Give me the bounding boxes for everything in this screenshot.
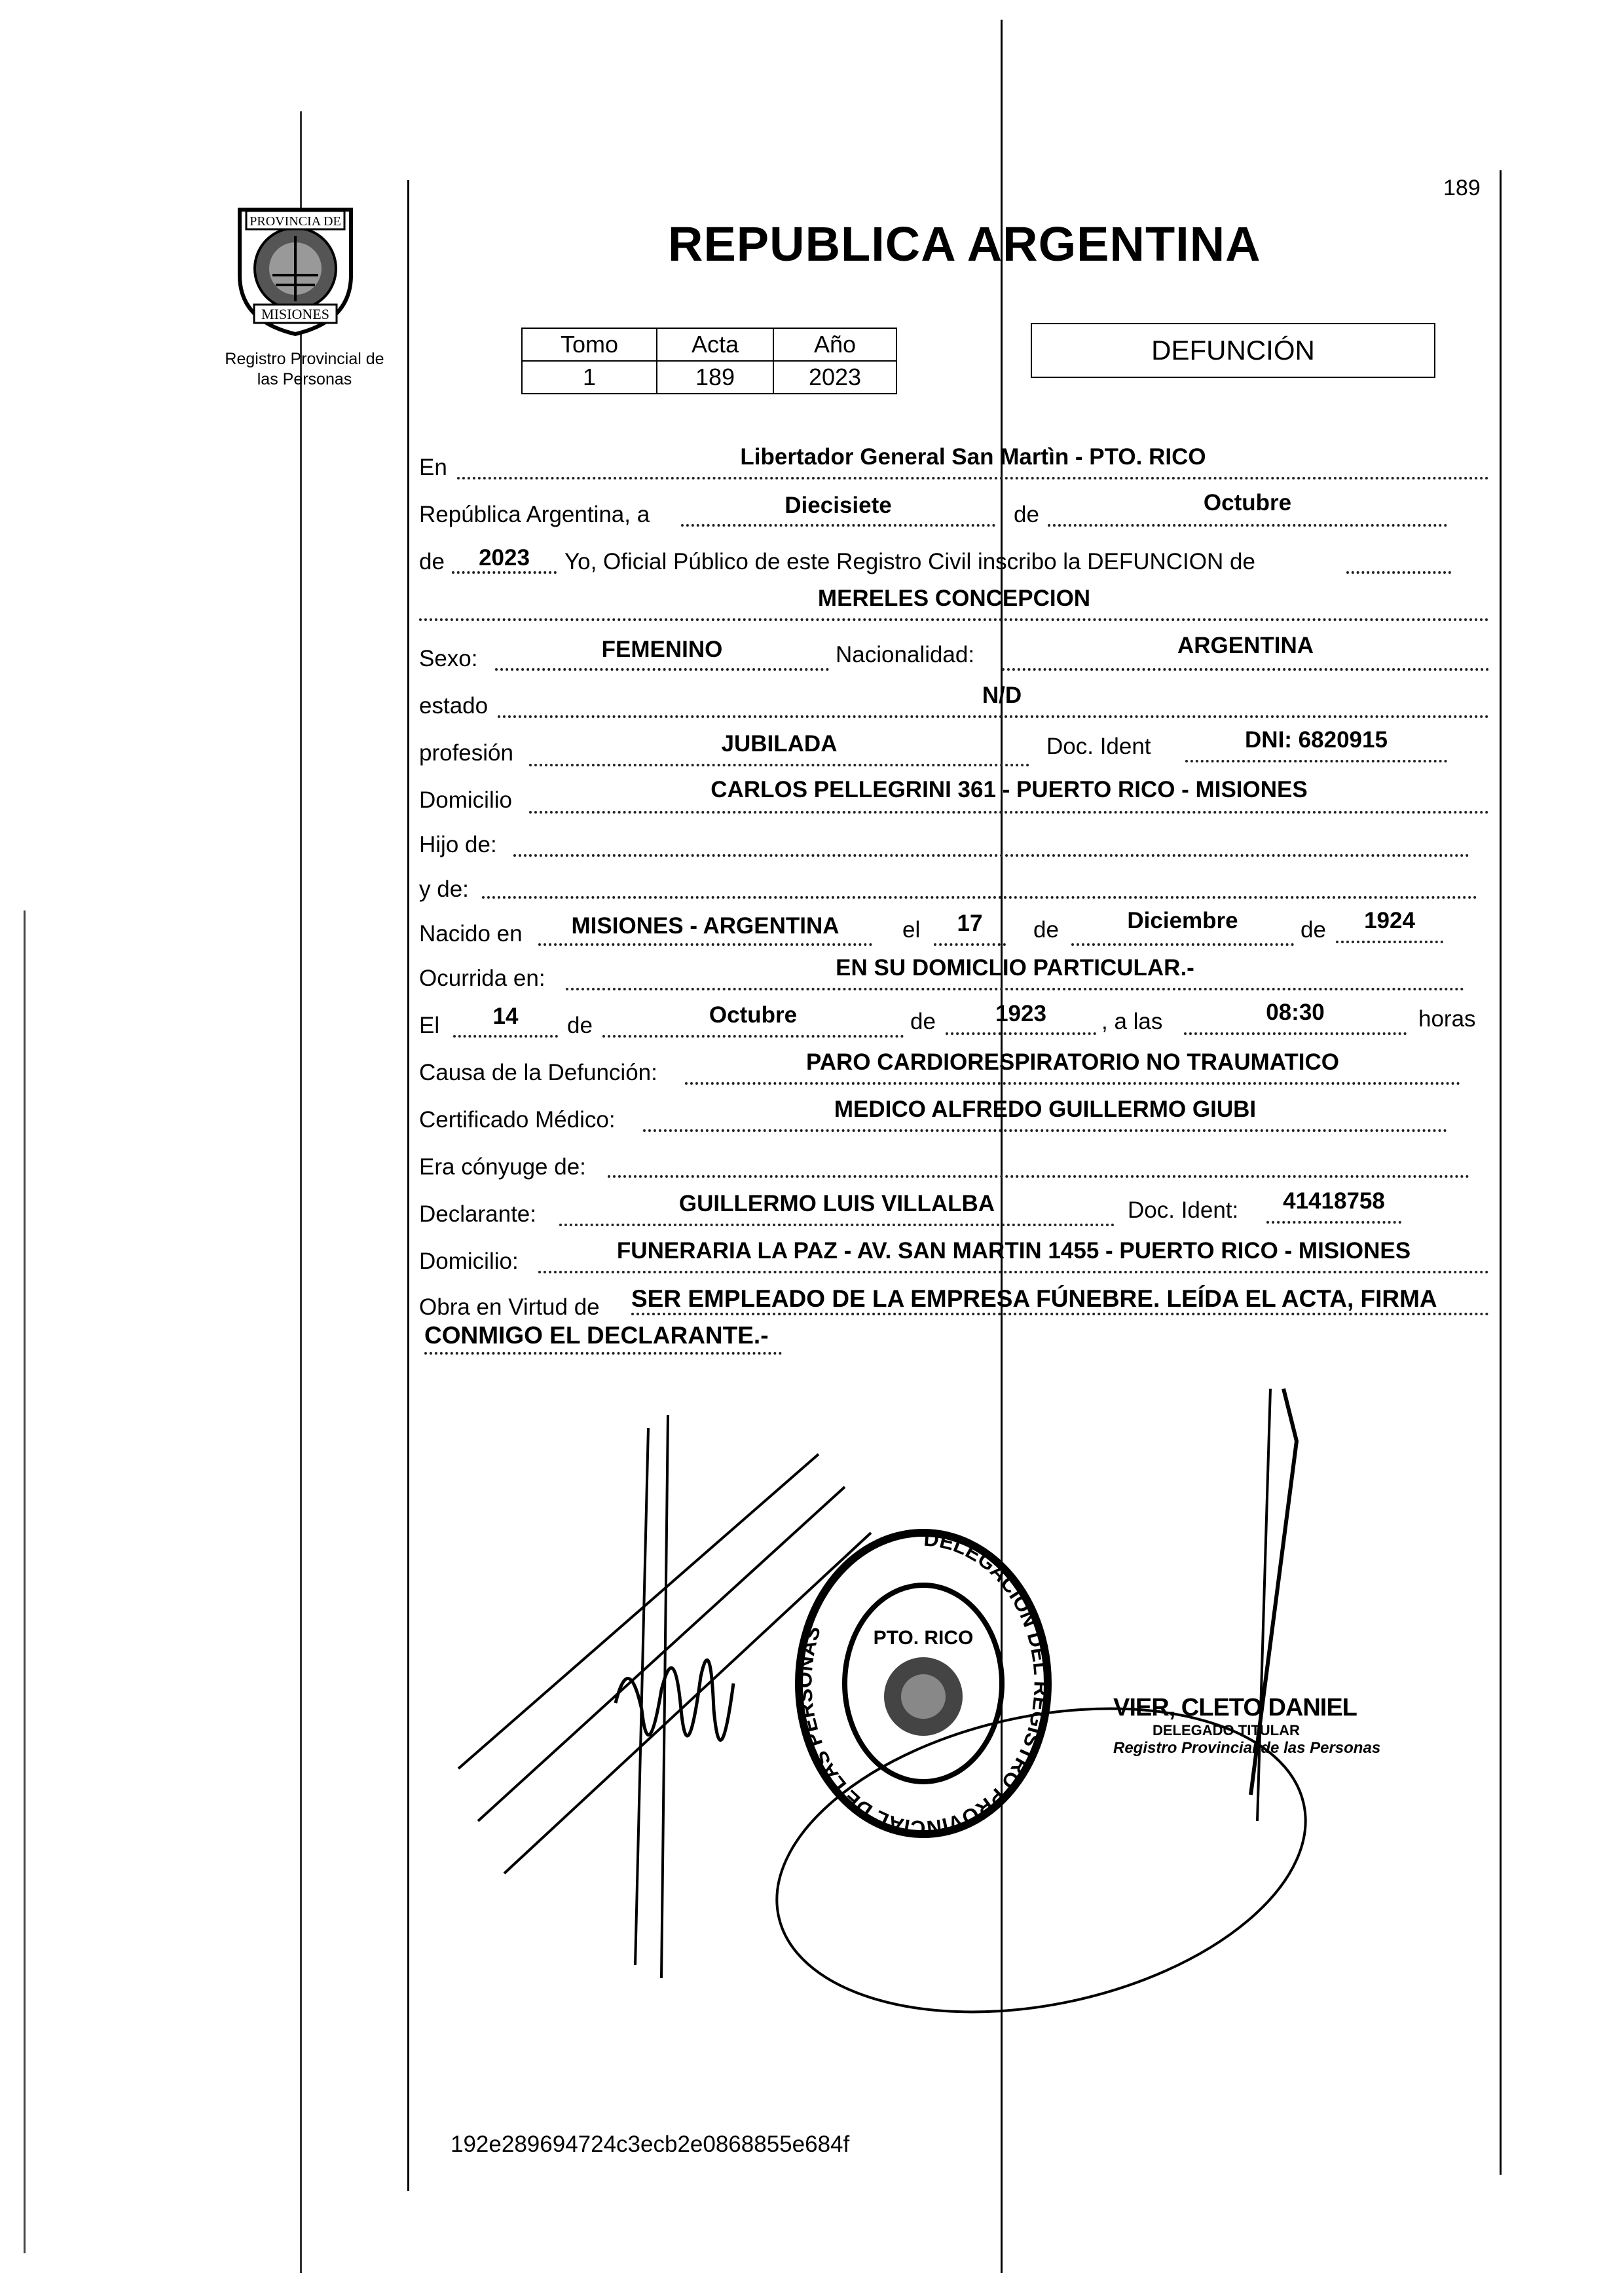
value-estado: N/D	[982, 683, 1022, 708]
value-nac-anio: 1924	[1364, 908, 1415, 933]
value-obra-line1: SER EMPLEADO DE LA EMPRESA FÚNEBRE. LEÍDA EL ACTA, FIRMA	[631, 1285, 1437, 1312]
value-declarante-domicilio: FUNERARIA LA PAZ - AV. SAN MARTIN 1455 - PUERTO RICO - MISIONES	[616, 1238, 1411, 1264]
value-nac-mes: Diciembre	[1127, 908, 1238, 933]
value-profesion: JUBILADA	[721, 731, 838, 757]
value-certificado: MEDICO ALFREDO GUILLERMO GIUBI	[834, 1097, 1257, 1122]
value-nacionalidad: ARGENTINA	[1177, 633, 1314, 658]
value-def-mes: Octubre	[709, 1002, 798, 1028]
value-causa: PARO CARDIORESPIRATORIO NO TRAUMATICO	[805, 1049, 1340, 1075]
value-def-anio: 1923	[995, 1001, 1046, 1026]
anio-header: Año	[773, 328, 896, 361]
official-role: DELEGADO TITULAR	[1153, 1722, 1300, 1738]
value-declarante: GUILLERMO LUIS VILLALBA	[678, 1191, 995, 1216]
tomo-value: 1	[522, 361, 657, 394]
acta-value: 189	[657, 361, 773, 394]
value-mes: Octubre	[1203, 490, 1292, 516]
value-domicilio: CARLOS PELLEGRINI 361 - PUERTO RICO - MISIONES	[710, 777, 1308, 802]
value-anio: 2023	[479, 545, 530, 571]
svg-text:PROVINCIA DE: PROVINCIA DE	[249, 214, 341, 229]
svg-text:PTO. RICO: PTO. RICO	[873, 1627, 974, 1649]
value-declarante-doc: 41418758	[1283, 1188, 1385, 1214]
official-name: VIER, CLETO DANIEL	[1113, 1694, 1357, 1721]
value-def-dia: 14	[492, 1004, 519, 1029]
official-signature-block	[1113, 1694, 1414, 1757]
value-nacido-en: MISIONES - ARGENTINA	[571, 913, 840, 939]
value-hora: 08:30	[1266, 1000, 1325, 1025]
form-border-left	[407, 180, 409, 2191]
registry-label: Registro Provincial de las Personas	[225, 350, 384, 388]
tomo-header: Tomo	[522, 328, 657, 361]
official-office: Registro Provincial de las Personas	[1113, 1739, 1381, 1757]
value-obra-line2: CONMIGO EL DECLARANTE.-	[424, 1322, 769, 1349]
svg-text:MISIONES: MISIONES	[261, 306, 329, 322]
margin-line	[24, 910, 26, 2253]
document-type-box: DEFUNCIÓN	[1031, 323, 1435, 378]
record-box	[521, 328, 897, 394]
value-dni: DNI: 6820915	[1245, 727, 1388, 753]
value-lugar: Libertador General San Martìn - PTO. RICO	[740, 444, 1206, 470]
page-number: 189	[1443, 176, 1481, 200]
document-title: REPUBLICA ARGENTINA	[668, 217, 1261, 271]
value-sexo: FEMENINO	[601, 637, 723, 662]
label-republica: República Argentina, a	[419, 502, 650, 527]
document-hash: 192e289694724c3ecb2e0868855e684f	[451, 2131, 850, 2157]
scan-line-left	[300, 111, 302, 2273]
value-nac-dia: 17	[957, 910, 983, 936]
label-en: En	[419, 455, 447, 480]
value-nombre: MERELES CONCEPCION	[817, 586, 1091, 611]
value-ocurrida-en: EN SU DOMICLIO PARTICULAR.-	[836, 955, 1194, 981]
misiones-crest-icon	[233, 197, 358, 337]
form-border-right	[1500, 170, 1502, 2175]
acta-header: Acta	[657, 328, 773, 361]
value-dia: Diecisiete	[784, 493, 892, 518]
anio-value: 2023	[773, 361, 896, 394]
registry-stamp-icon	[786, 1520, 1061, 1847]
svg-text:DELEGACION DEL REGISTRO PROVIN: DELEGACION DEL REGISTRO PROVINCIAL DE LAS PERSONAS	[792, 1526, 1054, 1841]
